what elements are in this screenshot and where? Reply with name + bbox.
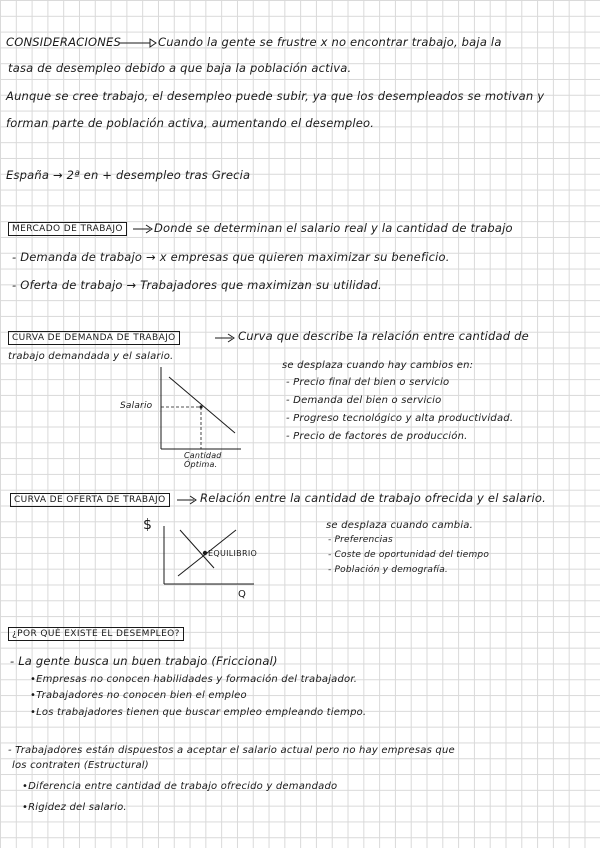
supply-y-label: $ (143, 517, 153, 533)
equilibrium-point (203, 551, 207, 555)
unemployment-header: ¿POR QUÉ EXISTE EL DESEMPLEO? (8, 627, 184, 641)
frictional-item: •Empresas no conocen habilidades y formación del trabajador. (30, 674, 358, 685)
considerations-line-3: Aunque se cree trabajo, el desempleo puede subir, ya que los desempleados se motivan y (6, 89, 545, 103)
frictional-item: •Trabajadores no conocen bien el empleo (30, 690, 247, 701)
considerations-line-4: forman parte de población activa, aumentando el desempleo. (6, 116, 375, 130)
considerations-title: CONSIDERACIONES (6, 35, 121, 49)
demand-shift-item: - Precio de factores de producción. (286, 431, 468, 442)
labor-market-header: MERCADO DE TRABAJO (8, 222, 127, 236)
structural-item: •Rigidez del salario. (22, 802, 127, 813)
considerations-line-2: tasa de desempleo debido a que baja la población activa. (8, 61, 352, 75)
structural-item: •Diferencia entre cantidad de trabajo ofrecido y demandado (22, 781, 338, 792)
supply-curve-header: CURVA DE OFERTA DE TRABAJO (10, 493, 170, 507)
demand-x-label: Óptima. (184, 460, 218, 469)
demand-shift-item: - Demanda del bien o servicio (286, 395, 442, 406)
demand-curve-line-2: trabajo demandada y el salario. (8, 351, 174, 362)
demand-curve-header: CURVA DE DEMANDA DE TRABAJO (8, 331, 180, 345)
demand-line (169, 377, 235, 433)
frictional-line: - La gente busca un buen trabajo (Friccional) (10, 654, 278, 668)
labor-supply: - Oferta de trabajo → Trabajadores que maximizan su utilidad. (12, 278, 382, 292)
demand-shift-item: - Precio final del bien o servicio (286, 377, 450, 388)
labor-demand: - Demanda de trabajo → x empresas que quieren maximizar su beneficio. (12, 250, 450, 264)
arrow-icon (176, 495, 202, 505)
equilibrium-label: EQUILIBRIO (208, 549, 258, 558)
labor-market-definition: Donde se determinan el salario real y la cantidad de trabajo (154, 221, 513, 235)
arrow-icon (118, 38, 158, 48)
supply-shift-title: se desplaza cuando cambia. (326, 520, 474, 531)
demand-curve-graph (155, 365, 245, 457)
optimum-point (199, 405, 202, 408)
arrow-icon (214, 333, 240, 343)
supply-x-label: Q (238, 589, 247, 600)
demand-y-label: Salario (120, 401, 153, 411)
demand-curve-line-1: Curva que describe la relación entre cantidad de (238, 329, 529, 343)
supply-shift-item: - Coste de oportunidad del tiempo (328, 550, 490, 560)
structural-line-1: - Trabajadores están dispuestos a aceptar el salario actual pero no hay empresas que (8, 745, 455, 756)
demand-x-label: Cantidad (184, 451, 222, 460)
demand-shift-title: se desplaza cuando hay cambios en: (282, 360, 474, 371)
considerations-line-1: Cuando la gente se frustre x no encontrar trabajo, baja la (158, 35, 502, 49)
supply-curve-line-1: Relación entre la cantidad de trabajo ofrecida y el salario. (200, 491, 546, 505)
demand-shift-item: - Progreso tecnológico y alta productividad. (286, 413, 514, 424)
frictional-item: •Los trabajadores tienen que buscar empleo empleando tiempo. (30, 707, 367, 718)
structural-line-2: los contraten (Estructural) (12, 760, 149, 771)
considerations-spain: España → 2ª en + desempleo tras Grecia (6, 168, 251, 182)
arrow-icon (132, 224, 156, 234)
supply-shift-item: - Población y demografía. (328, 565, 448, 575)
supply-shift-item: - Preferencias (328, 535, 393, 545)
